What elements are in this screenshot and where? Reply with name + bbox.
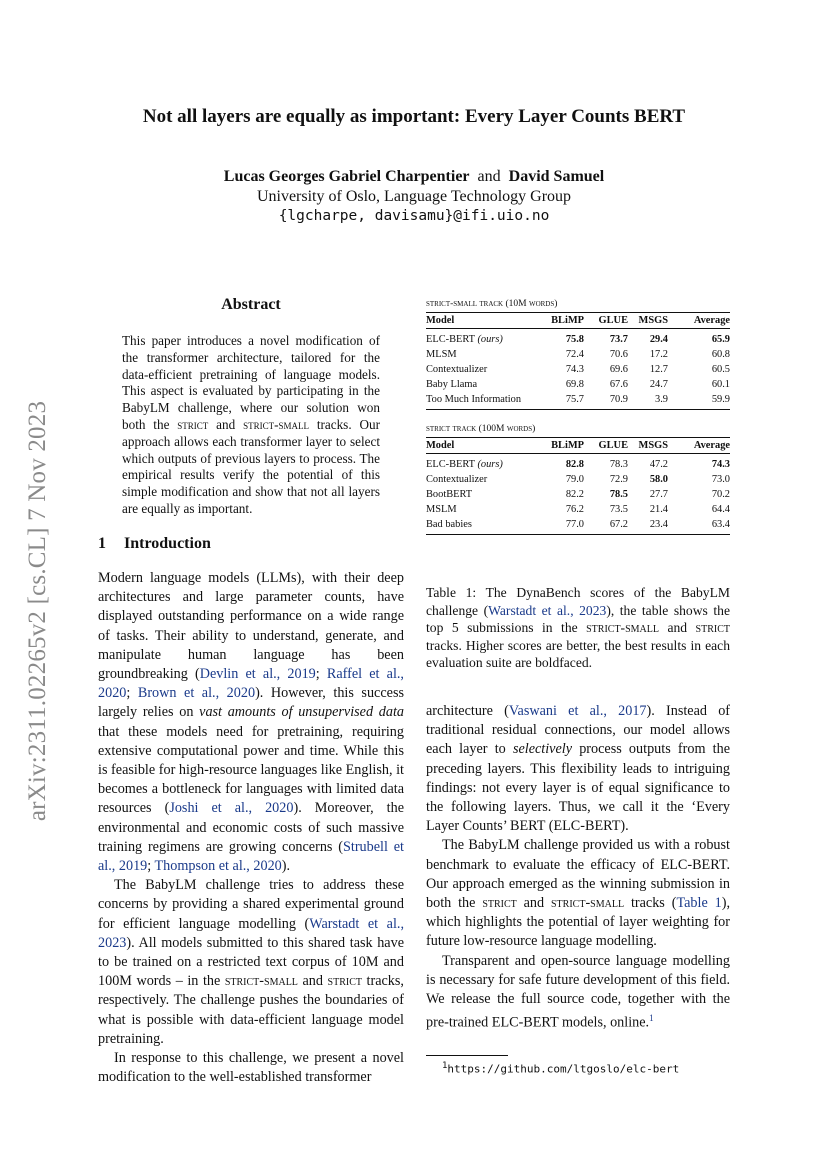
table-subcaption-strict	[426, 424, 730, 434]
model-name-cell	[426, 502, 534, 517]
column-header: MSGS	[638, 440, 668, 451]
model-name-cell	[426, 472, 534, 487]
text-run: ;	[147, 858, 155, 875]
table-row	[426, 347, 730, 362]
abstract-text	[122, 333, 380, 518]
score-cell-avg: 73.0	[711, 474, 730, 485]
text-run: tracks (	[624, 895, 677, 912]
table-row	[426, 487, 730, 502]
score-cell-msgs: 23.4	[649, 519, 668, 530]
score-cell-msgs: 12.7	[649, 364, 668, 375]
table-row	[426, 472, 730, 487]
score-cell-glue: 73.7	[609, 334, 628, 345]
text-run: ), the table shows the top 5 submissions in the	[426, 602, 730, 636]
score-cell-avg: 63.4	[711, 519, 730, 530]
model-name: Contextualizer	[426, 364, 488, 375]
score-cell-blimp: 76.2	[565, 504, 584, 515]
text-run: ). Instead of traditional residual connections, our model allows each layer to	[426, 703, 731, 758]
model-name: Bad babies	[426, 519, 472, 530]
score-cell-msgs: 29.4	[649, 334, 668, 345]
model-name-cell	[426, 377, 534, 392]
text-run: ). However, this success largely relies on	[98, 685, 404, 721]
citation-link[interactable]: Joshi et al., 2020	[169, 800, 294, 817]
model-name-cell	[426, 487, 534, 502]
track-term: strict	[426, 424, 451, 434]
table-reference-link[interactable]: Table 1	[676, 895, 722, 912]
authors-line	[0, 168, 828, 186]
score-cell-avg: 70.2	[711, 489, 730, 500]
section-title: Introduction	[124, 535, 211, 552]
model-name-cell	[426, 362, 534, 377]
emphasis-text: selectively	[512, 741, 573, 758]
score-cell-blimp: 74.3	[565, 364, 584, 375]
paper-title: Not all layers are equally as important: Every Layer Counts BERT	[142, 106, 686, 127]
citation-link[interactable]: Strubell et al., 2019	[98, 838, 404, 875]
arxiv-identifier: arXiv:2311.02265v2 [cs.CL] 7 Nov 2023	[24, 400, 51, 822]
footnote	[442, 1061, 679, 1076]
score-cell-glue: 67.2	[609, 519, 628, 530]
subcaption-text: track (10M words)	[477, 299, 558, 309]
intro-right-column	[426, 702, 730, 1033]
track-term: strict-small	[224, 973, 298, 990]
model-name-cell	[426, 517, 534, 535]
intro-paragraph-3: In response to this challenge, we present a novel modification to the well-established transformer	[98, 1050, 404, 1086]
text-run: tracks. Higher scores are better, the best results in each evaluation suite are boldfaced.	[426, 637, 730, 671]
score-cell-blimp: 79.0	[565, 474, 584, 485]
score-cell-msgs: 58.0	[649, 474, 668, 485]
author-and: and	[477, 168, 501, 185]
abstract-part: This paper introduces a novel modification of the transformer architecture, tailored for the data-efficient pretraining of language models. This aspect is evaluated by participating in the BabyLM challenge, where our solution won both the	[122, 333, 380, 432]
abstract-heading: Abstract	[221, 296, 281, 313]
model-suffix: (ours)	[477, 459, 503, 470]
track-term: strict-small	[426, 299, 478, 309]
abstract-strict-small-term: strict-small	[243, 416, 309, 432]
column-header: Model	[426, 440, 455, 451]
table-body	[426, 454, 730, 535]
score-cell-blimp: 77.0	[565, 519, 584, 530]
score-cell-msgs: 27.7	[649, 489, 668, 500]
footnote-url-link[interactable]: https://github.com/ltgoslo/elc-bert	[447, 1062, 680, 1076]
model-name: Contextualizer	[426, 474, 488, 485]
score-cell-blimp: 69.8	[565, 379, 584, 390]
track-term: strict-small	[551, 895, 625, 912]
table-row	[426, 329, 730, 348]
text-run: tracks, respectively. The challenge pushes the boundaries of what is possible with data-efficient language model pretraining.	[98, 973, 404, 1047]
intro-paragraph-2	[98, 876, 404, 1049]
column-header: BLiMP	[551, 315, 584, 326]
text-run: The BabyLM challenge provided us with a robust benchmark to evaluate the efficacy of ELC-BERT. Our approach emerged as the winning submission in both the	[426, 837, 730, 912]
model-suffix: (ours)	[477, 334, 503, 345]
citation-link[interactable]: Warstadt et al., 2023	[98, 915, 404, 951]
table-strict	[426, 437, 730, 535]
model-name: ELC-BERT	[426, 459, 475, 470]
model-name: Baby Llama	[426, 379, 478, 390]
caption-label: Table 1:	[426, 585, 477, 600]
score-cell-glue: 70.6	[609, 349, 628, 360]
text-run: and	[297, 973, 328, 990]
score-cell-avg: 60.8	[711, 349, 730, 360]
model-name: BootBERT	[426, 489, 473, 500]
score-cell-avg: 74.3	[711, 459, 730, 470]
text-run: ).	[281, 858, 291, 875]
text-run: The DynaBench scores of the BabyLM challenge (	[426, 585, 730, 618]
text-run: that these models need for pretraining, requiring extensive computational power and time. While this is feasible for high-resource languages like English, it becomes a bottleneck for languages with limited data resources (	[98, 723, 404, 817]
text-run: The BabyLM challenge tries to address these concerns by providing a shared experimental ground for efficient language modelling (	[98, 877, 404, 932]
model-name-cell	[426, 329, 534, 348]
model-name: MLSM	[426, 349, 457, 360]
text-run: ). All models submitted to this shared task have to be trained on a restricted text corpus of 10M and 100M words – in the	[98, 934, 404, 990]
text-run: Modern language models (LLMs), with their deep architectures and large parameter counts, have displayed outstanding performance on a wide range of tasks. Their ability to understand, generate, and manipulate human language has been groundbreaking (	[98, 570, 404, 683]
text-run: and	[516, 895, 551, 912]
footnote-rule	[426, 1055, 508, 1056]
track-term: strict	[482, 895, 517, 912]
table-row	[426, 377, 730, 392]
column-header: BLiMP	[551, 440, 584, 451]
section-heading-introduction	[98, 535, 211, 553]
table-row	[426, 517, 730, 535]
score-cell-avg: 65.9	[711, 334, 730, 345]
score-cell-avg: 60.5	[711, 364, 730, 375]
footnote-marker[interactable]: 1	[649, 1013, 654, 1024]
model-name: ELC-BERT	[426, 334, 475, 345]
model-name: MSLM	[426, 504, 457, 515]
author-email: {lgcharpe, davisamu}@ifi.uio.no	[278, 208, 550, 224]
intro-left-column	[98, 569, 404, 1087]
model-name-cell	[426, 347, 534, 362]
score-cell-msgs: 24.7	[649, 379, 668, 390]
citation-link[interactable]: Vaswani et al., 2017	[508, 703, 647, 719]
text-run: ;	[315, 666, 327, 683]
text-run: architecture (	[426, 703, 509, 719]
text-run: and	[658, 620, 696, 636]
score-cell-glue: 73.5	[609, 504, 628, 515]
column-header: GLUE	[598, 315, 628, 326]
affiliation: University of Oslo, Language Technology Group	[256, 188, 572, 205]
score-cell-avg: 59.9	[711, 394, 730, 405]
table-subcaption-strict-small	[426, 299, 730, 309]
model-name-cell	[426, 454, 534, 473]
score-cell-glue: 67.6	[609, 379, 628, 390]
score-cell-blimp: 75.7	[565, 394, 584, 405]
emphasis-text: vast amounts of unsupervised data	[199, 704, 404, 721]
score-cell-msgs: 47.2	[649, 459, 668, 470]
score-cell-blimp: 82.8	[565, 459, 584, 470]
column-header: Average	[693, 315, 730, 326]
right-paragraph-1	[426, 702, 730, 836]
text-run: ). Moreover, the environmental and economic costs of such massive training regimens are growing concerns (	[98, 800, 405, 855]
column-header: MSGS	[638, 315, 668, 326]
score-cell-msgs: 21.4	[649, 504, 668, 515]
score-cell-blimp: 72.4	[565, 349, 584, 360]
track-term: strict	[695, 620, 730, 636]
score-cell-blimp: 82.2	[565, 489, 584, 500]
table-row	[426, 362, 730, 377]
score-cell-glue: 78.5	[609, 489, 628, 500]
author-2: David Samuel	[508, 168, 605, 185]
table-1-caption	[426, 584, 730, 672]
results-table-1	[426, 299, 730, 535]
citation-link[interactable]: Devlin et al., 2019	[199, 666, 316, 683]
column-header: GLUE	[598, 440, 628, 451]
citation-link[interactable]: Thompson et al., 2020	[154, 858, 282, 875]
score-cell-avg: 64.4	[711, 504, 730, 515]
text-run: ), which highlights the potential of layer weighting for future low-resource language modelling.	[426, 895, 730, 950]
text-run: Transparent and open-source language modelling is necessary for safe future development of this field. We release the full source code, together with the pre-trained ELC-BERT models, online.	[426, 952, 730, 1031]
author-1: Lucas Georges Gabriel Charpentier	[223, 168, 470, 185]
track-term: strict	[327, 973, 362, 990]
score-cell-glue: 78.3	[609, 459, 628, 470]
table-body	[426, 329, 730, 410]
column-header: Model	[426, 315, 455, 326]
citation-link[interactable]: Brown et al., 2020	[137, 685, 256, 702]
footnote-number: 1	[442, 1061, 448, 1071]
citation-link[interactable]: Raffel et al., 2020	[98, 666, 404, 702]
column-header: Average	[693, 440, 730, 451]
score-cell-glue: 70.9	[609, 394, 628, 405]
table-row	[426, 502, 730, 517]
model-name-cell	[426, 392, 534, 410]
right-paragraph-2	[426, 836, 730, 951]
model-name: Too Much Information	[426, 394, 522, 405]
text-run: ;	[126, 685, 138, 702]
table-row	[426, 454, 730, 473]
arxiv-sidebar	[14, 366, 62, 856]
right-paragraph-3	[426, 952, 730, 1034]
text-run: process outputs from the preceding layers. This flexibility leads to intriguing findings: not every layer is of equal significance to the following layers. Thus, we call it the ‘Every Layer Counts’ BERT (ELC-BERT).	[426, 741, 730, 835]
citation-link[interactable]: Warstadt et al., 2023	[488, 602, 607, 618]
subcaption-text: track (100M words)	[450, 424, 536, 434]
score-cell-blimp: 75.8	[565, 334, 584, 345]
table-strict-small	[426, 312, 730, 410]
score-cell-avg: 60.1	[711, 379, 730, 390]
score-cell-glue: 69.6	[609, 364, 628, 375]
score-cell-glue: 72.9	[609, 474, 628, 485]
abstract-part: tracks. Our approach allows each transformer layer to select which outputs of previous layers to process. The empirical results verify the potential of this simple modification and show that not all layers are equally as important.	[122, 416, 380, 516]
abstract-strict-term: strict	[177, 416, 209, 432]
table-row	[426, 392, 730, 410]
score-cell-msgs: 3.9	[655, 394, 668, 405]
track-term: strict-small	[586, 620, 659, 636]
abstract-part: and	[208, 416, 244, 432]
score-cell-msgs: 17.2	[649, 349, 668, 360]
section-number: 1	[98, 535, 106, 552]
intro-paragraph-1	[98, 569, 404, 876]
